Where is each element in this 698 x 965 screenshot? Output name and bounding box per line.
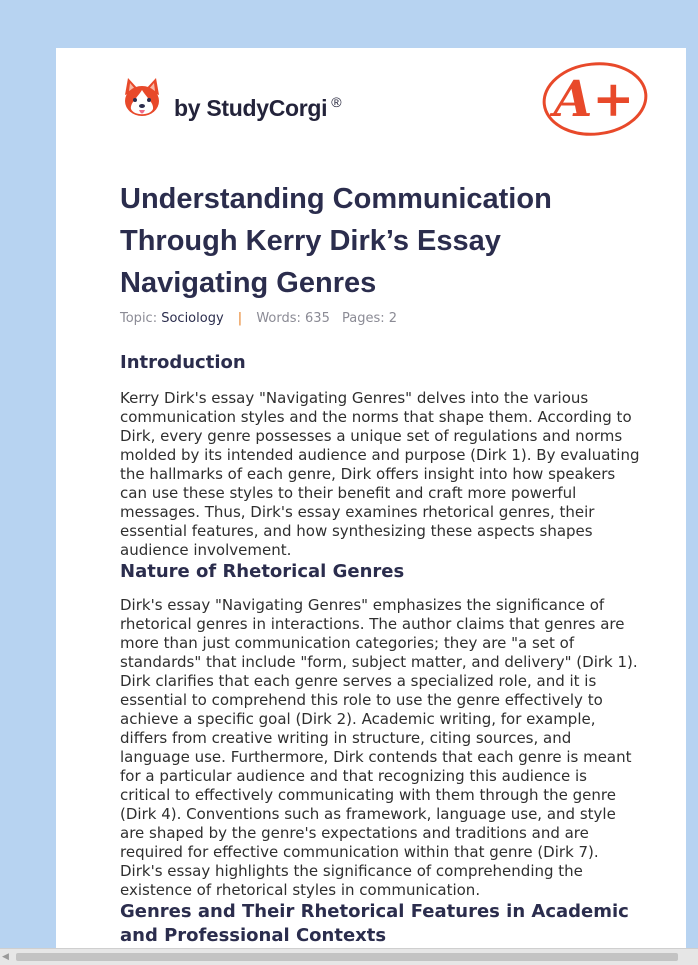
trademark-mark: ® — [331, 94, 342, 110]
brand-text: by StudyCorgi — [174, 95, 328, 121]
paragraph-introduction: Kerry Dirk's essay "Navigating Genres" delves into the various communication styles and the norms that shape them. According to Dirk, every genre possesses a unique set of regulations and norms molded by its intended audience and purpose (Dirk 1). By evaluating the hallmarks of each genre, Dirk offers insight into how speakers can use these styles to their benefit and craft more powerful messages. Thus, Dirk's essay examines rhetorical genres, their essential features, and how synthesizing these aspects shapes audience involvement. — [120, 389, 640, 559]
corgi-logo-icon — [122, 76, 162, 120]
word-count: Words: 635 — [256, 311, 330, 326]
grade-a-plus-icon — [538, 58, 648, 140]
scroll-left-arrow-icon[interactable]: ◀ — [2, 952, 9, 962]
svg-text:A+: A+ — [553, 69, 635, 128]
section-heading-introduction: Introduction — [120, 352, 246, 373]
paragraph-nature: Dirk's essay "Navigating Genres" emphasizes the significance of rhetorical genres in interactions. The author claims that genres are more than just communication categories; they are "a set of standards" that include "form, subject matter, and delivery" (Dirk 1). Dirk clarifies that each genre serves a specialized role, and it is essential to comprehend this role to use the genre effectively to achieve a specific goal (Dirk 2). Academic writing, for example, differs from creative writing in structure, citing sources, and language use. Furthermore, Dirk contends that each genre is meant for a particular audience and that recognizing this audience is critical to effectively communicating with them through the genre (Dirk 4). Conventions such as framework, language use, and style are shaped by the genre's expectations and traditions and are required for effective communication within that genre (Dirk 7). Dirk's essay highlights the significance of comprehending the existence of rhetorical styles in communication. — [120, 596, 638, 899]
meta-separator: | — [237, 311, 243, 326]
essay-meta — [120, 311, 397, 326]
scrollbar-thumb[interactable] — [16, 953, 678, 961]
essay-body — [120, 351, 640, 948]
brand-name[interactable] — [174, 94, 341, 122]
essay-title: Understanding Communication Through Kerry Dirk’s Essay Navigating Genres — [120, 183, 552, 299]
document-page — [56, 48, 686, 950]
section-heading-genres: Genres and Their Rhetorical Features in Academic and Professional Contexts — [120, 901, 629, 946]
horizontal-scrollbar[interactable] — [0, 948, 698, 965]
topic-label: Topic: — [120, 311, 158, 326]
page-count: Pages: 2 — [341, 311, 398, 326]
section-heading-nature: Nature of Rhetorical Genres — [120, 561, 405, 582]
topic-link[interactable]: Sociology — [161, 311, 224, 326]
